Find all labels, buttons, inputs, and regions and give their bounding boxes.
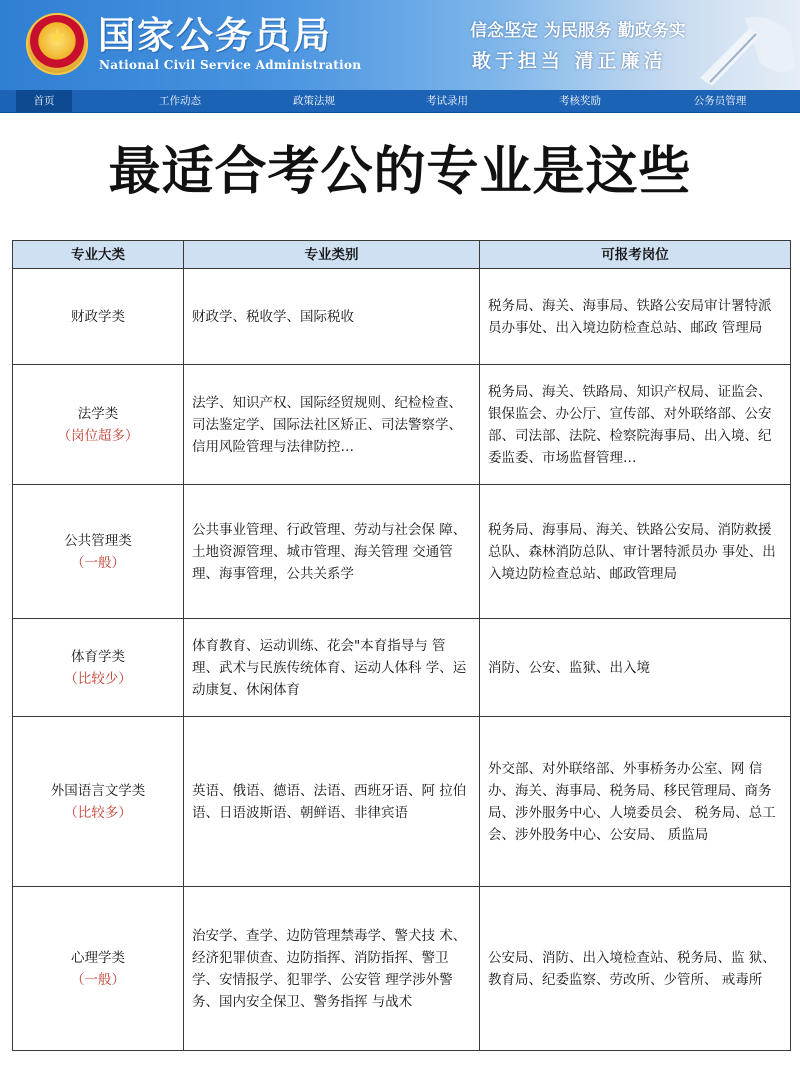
category-cell — [13, 485, 184, 619]
site-banner — [0, 0, 800, 90]
main-nav — [0, 90, 800, 113]
national-emblem-icon: ★ — [26, 13, 88, 75]
majors-cell: 财政学、税收学、国际税收 — [184, 269, 480, 365]
category-note: （岗位超多） — [57, 427, 139, 444]
slogan-line-2: 敢于担当 清正廉洁 — [472, 50, 667, 72]
nav-item-exam[interactable]: 考试录用 — [426, 95, 468, 107]
table-row — [13, 365, 791, 485]
nav-item-policy[interactable]: 政策法规 — [293, 95, 335, 107]
majors-cell: 英语、俄语、德语、法语、西班牙语、阿 拉伯语、日语波斯语、朝鲜语、非律宾语 — [184, 717, 480, 887]
category-cell — [13, 269, 184, 365]
majors-cell: 公共事业管理、行政管理、劳动与社会保 障、土地资源管理、城市管理、海关管理 交通管理、海事管理，公共关系学 — [184, 485, 480, 619]
nav-item-work-news[interactable]: 工作动态 — [159, 95, 201, 107]
category-name: 体育学类 — [71, 648, 125, 665]
positions-cell: 税务局、海关、海事局、铁路公安局审计署特派员办事处、出入境边防检查总站、邮政 管理局 — [480, 269, 791, 365]
table-header-row — [13, 241, 791, 269]
table-row — [13, 619, 791, 717]
majors-cell: 治安学、查学、边防管理禁毒学、警犬技 术、经济犯罪侦查、边防指挥、消防指挥、警卫学、安情报学、犯罪学、公安管 理学涉外警务、国内安全保卫、警务指挥 与战术 — [184, 887, 480, 1051]
majors-table — [12, 240, 790, 1052]
table-row — [13, 485, 791, 619]
org-name-en: National Civil Service Administration — [99, 58, 362, 72]
category-name: 公共管理类 — [64, 532, 132, 549]
category-cell — [13, 365, 184, 485]
category-cell — [13, 619, 184, 717]
nav-item-reward[interactable]: 考核奖励 — [559, 95, 601, 107]
writing-hand-icon — [690, 8, 800, 88]
category-note: （一般） — [71, 971, 125, 988]
positions-cell: 公安局、消防、出入境检查站、税务局、监 狱、教育局、纪委监察、劳改所、少管所、 戒毒所 — [480, 887, 791, 1051]
positions-cell: 消防、公安、监狱、出入境 — [480, 619, 791, 717]
col-header-positions: 可报考岗位 — [480, 241, 791, 269]
table-row — [13, 717, 791, 887]
category-cell — [13, 887, 184, 1051]
majors-cell: 体育教育、运动训练、花会"本育指导与 管理、武术与民族传统体育、运动人体科 学、运动康复、休闲体育 — [184, 619, 480, 717]
slogan-line-1: 信念坚定 为民服务 勤政务实 — [470, 21, 686, 41]
category-note: （比较少） — [64, 670, 132, 687]
category-note: （比较多） — [64, 804, 132, 821]
majors-cell: 法学、知识产权、国际经贸规则、纪检检查、司法鉴定学、国际法社区矫正、司法警察学、信用风险管理与法律防控… — [184, 365, 480, 485]
positions-cell: 外交部、对外联络部、外事桥务办公室、网 信办、海关、海事局、税务局、移民管理局、商务局、涉外服务中心、人境委员会、 税务局、总工会、涉外股务中心、公安局、 质监局 — [480, 717, 791, 887]
org-name-cn: 国家公务员局 — [98, 13, 332, 57]
category-cell — [13, 717, 184, 887]
category-name: 财政学类 — [71, 308, 125, 325]
nav-item-home[interactable]: 首页 — [16, 90, 72, 112]
table-row — [13, 887, 791, 1051]
positions-cell: 税务局、海事局、海关、铁路公安局、消防救援总队、森林消防总队、审计署特派员办 事处、出入境边防检查总站、邮政管理局 — [480, 485, 791, 619]
positions-cell: 税务局、海关、铁路局、知识产权局、证监会、银保监会、办公厅、宣传部、对外联络部、公安部、司法部、法院、检察院海事局、出入境、纪委监委、市场监督管理… — [480, 365, 791, 485]
page-title: 最适合考公的专业是这些 — [108, 142, 692, 202]
category-name: 外国语言文学类 — [50, 782, 146, 799]
table-row — [13, 269, 791, 365]
nav-item-civil-servant-mgmt[interactable]: 公务员管理 — [693, 95, 747, 107]
col-header-majors: 专业类别 — [184, 241, 480, 269]
category-name: 法学类 — [77, 405, 119, 422]
col-header-category: 专业大类 — [13, 241, 184, 269]
category-note: （一般） — [71, 554, 125, 571]
category-name: 心理学类 — [71, 949, 125, 966]
